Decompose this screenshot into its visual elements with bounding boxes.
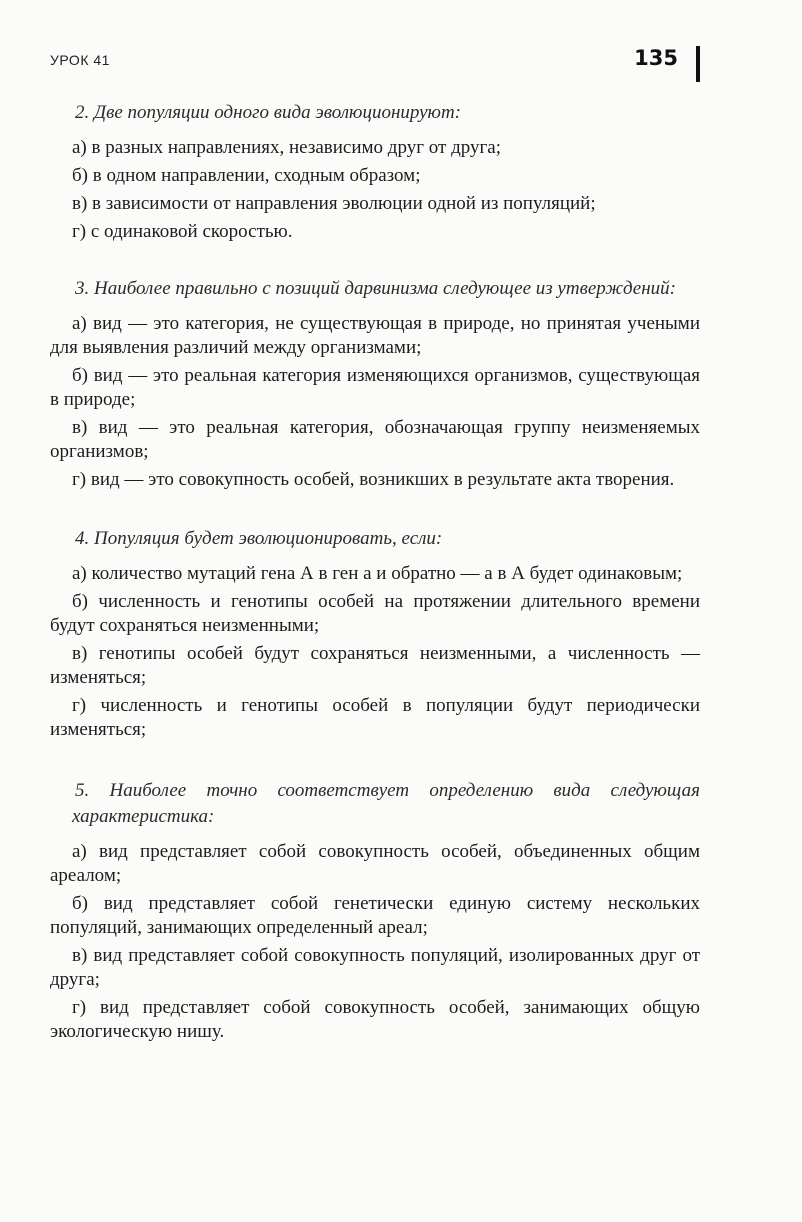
question-3	[50, 276, 700, 492]
answer-option: а) вид — это категория, не существующая в природе, но принятая учеными для выявления различий между организмами;	[50, 313, 700, 358]
answer-option: а) в разных направлениях, независимо друг от друга;	[72, 137, 501, 158]
answer-option: а) вид представляет собой совокупность особей, объединенных общим ареалом;	[50, 841, 700, 886]
question-title: 5. Наиболее точно соответствует определению вида следующая характеристика:	[72, 780, 700, 827]
question-title: 3. Наиболее правильно с позиций дарвинизма следующее из утверждений:	[75, 278, 676, 299]
answer-option: г) численность и генотипы особей в популяции будут периодически изменяться;	[50, 695, 700, 740]
page-header	[50, 46, 710, 86]
answer-option: в) вид — это реальная категория, обозначающая группу неизменяемых организмов;	[50, 417, 700, 462]
answer-option: г) вид представляет собой совокупность особей, занимающих общую экологическую нишу.	[50, 997, 700, 1042]
answer-option: б) в одном направлении, сходным образом;	[72, 165, 421, 186]
answer-option: г) с одинаковой скоростью.	[72, 221, 293, 242]
answer-option: в) генотипы особей будут сохраняться неизменными, а численность — изменяться;	[50, 643, 700, 688]
answer-option: б) численность и генотипы особей на протяжении длительного времени будут сохраняться неизменными;	[50, 591, 700, 636]
header-rule	[696, 46, 700, 82]
answer-option: б) вид — это реальная категория изменяющихся организмов, существующая в природе;	[50, 365, 700, 410]
answer-option: а) количество мутаций гена А в ген а и обратно — а в А будет одинаковым;	[72, 563, 683, 584]
answer-option: в) вид представляет собой совокупность популяций, изолированных друг от друга;	[50, 945, 700, 990]
question-title: 2. Две популяции одного вида эволюционируют:	[75, 102, 462, 123]
page-content	[50, 100, 700, 1048]
question-title: 4. Популяция будет эволюционировать, если:	[75, 528, 443, 549]
answer-option: г) вид — это совокупность особей, возникших в результате акта творения.	[72, 469, 675, 490]
answer-option: в) в зависимости от направления эволюции одной из популяций;	[72, 193, 596, 214]
question-2	[50, 100, 700, 244]
lesson-label: УРОК 41	[50, 52, 110, 68]
page-number: 135	[634, 46, 678, 70]
question-5	[50, 778, 700, 1044]
question-4	[50, 526, 700, 742]
answer-option: б) вид представляет собой генетически единую систему нескольких популяций, занимающих определенный ареал;	[50, 893, 700, 938]
